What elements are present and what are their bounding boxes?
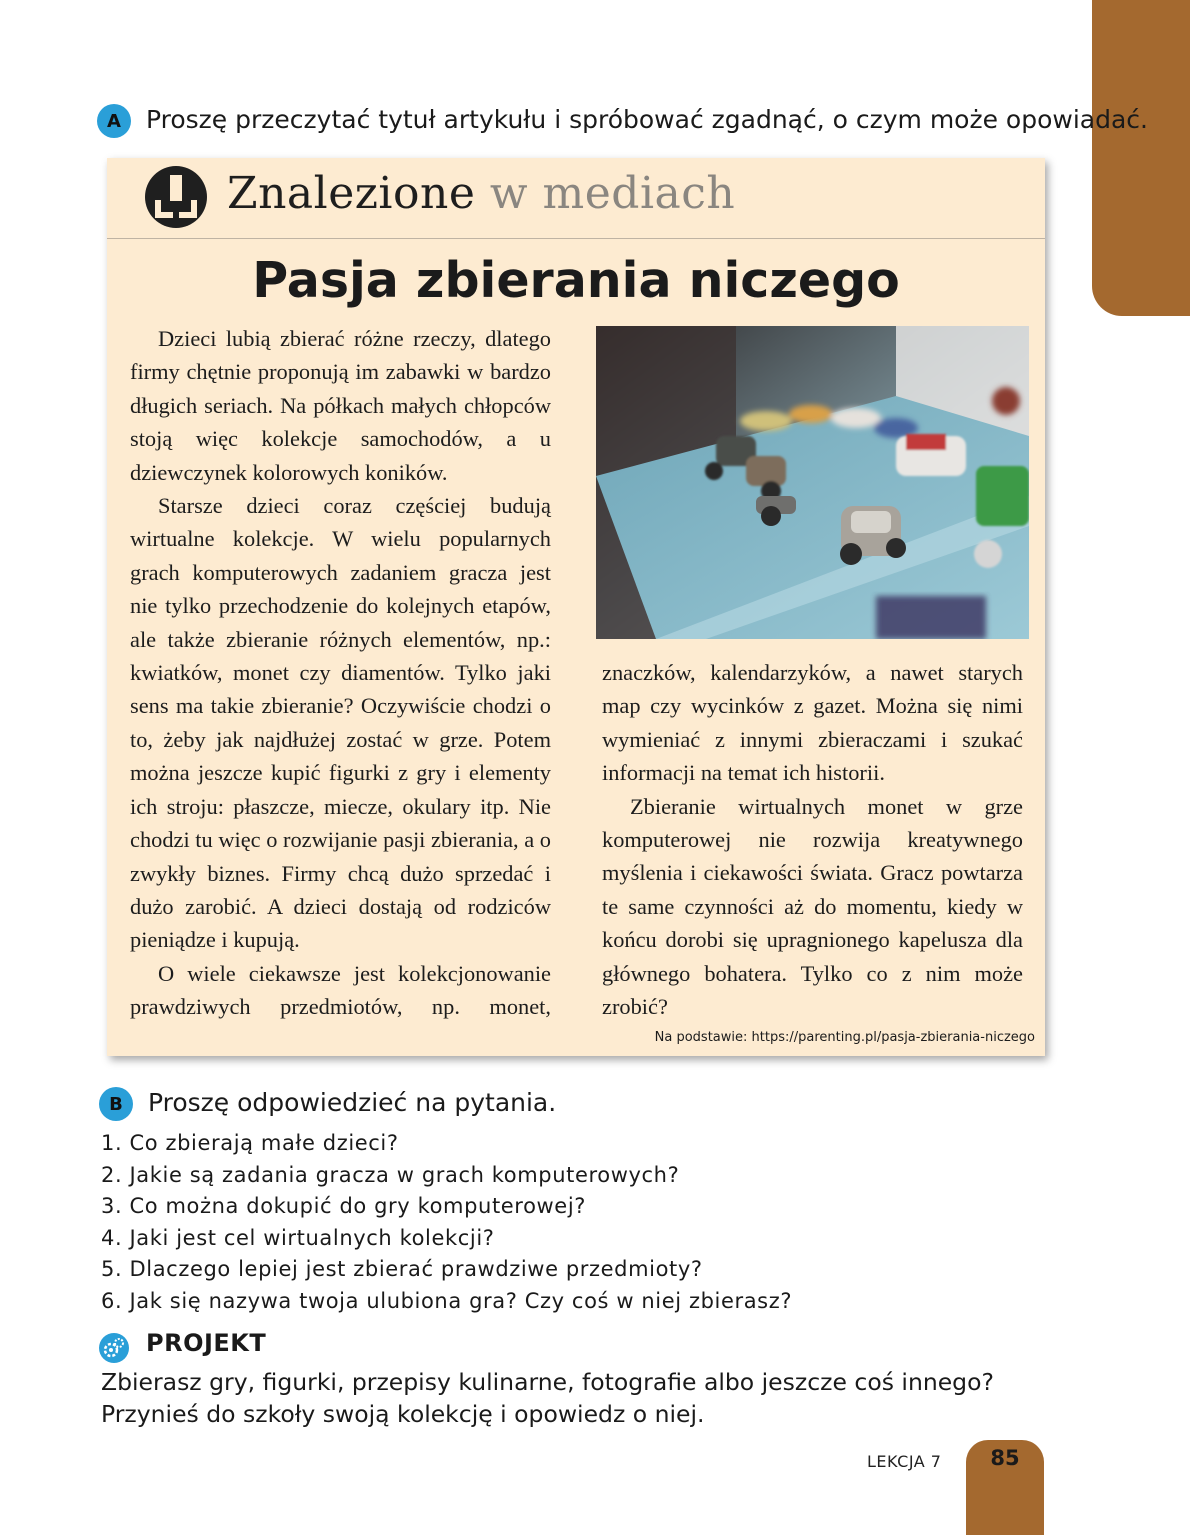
article-right-column xyxy=(602,656,1023,1023)
task-b-badge xyxy=(99,1087,133,1121)
article-paragraph: Zbieranie wirtualnych monet w grze komputerowej nie rozwija kreatywnego myślenia i ciekawości świata. Gracz powtarza te same czynności aż do momentu, kiedy w końcu dorobi się upragnionego kapelusza dla głównego bohatera. Tylko co z nim może zrobić? xyxy=(602,793,1023,1020)
article-source: Na podstawie: https://parenting.pl/pasja-zbierania-niczego xyxy=(654,1030,1035,1045)
toy-cars-photo xyxy=(596,326,1029,639)
section-brand-word2: w mediach xyxy=(489,168,736,219)
task-a-badge xyxy=(97,104,131,138)
question-item: 1. Co zbierają małe dzieci? xyxy=(101,1131,399,1155)
page-number: 85 xyxy=(990,1446,1020,1470)
question-item: 6. Jak się nazywa twoja ulubiona gra? Czy coś w niej zbierasz? xyxy=(101,1288,793,1313)
question-item: 3. Co można dokupić do gry komputerowej? xyxy=(101,1194,586,1219)
article-photo xyxy=(596,326,1029,639)
article-paragraph: Starsze dzieci coraz częściej budują wirtualne kolekcje. W wielu popularnych grach komputerowych zadaniem gracza jest nie tylko przechodzenie do kolejnych etapów, ale także zbieranie różnych elementów, np.: kwiatków, monet czy diamentów. Tylko jaki sens ma takie zbieranie? Oczywiście chodzi o to, żeby jak najdłużej zostać w grze. Potem można jeszcze kupić figurki z gry i elementy ich stroju: płaszcze, miecze, okulary itp. Nie chodzi tu więc o rozwijanie pasji zbierania, a o zwykły biznes. Firmy chcą dużo sprzedać i dużo zarobić. A dzieci dostają od rodziców pieniądze i kupują. xyxy=(130,493,551,953)
task-a-instruction: Proszę przeczytać tytuł artykułu i spróbować zgadnąć, o czym może opowiadać. xyxy=(146,105,1148,134)
task-a-letter: A xyxy=(107,110,121,132)
lesson-label: LEKCJA 7 xyxy=(867,1452,942,1471)
project-title: PROJEKT xyxy=(146,1329,267,1357)
article-card-header xyxy=(107,158,1045,239)
question-list xyxy=(101,1128,792,1318)
article-title: Pasja zbierania niczego xyxy=(252,252,900,309)
question-item: 4. Jaki jest cel wirtualnych kolekcji? xyxy=(101,1225,495,1250)
media-logo-icon xyxy=(145,166,207,228)
article-paragraph: znaczków, kalendarzyków, a nawet starych map czy wycinków z gazet. Można się nimi wymieniać z innymi zbieraczami i szukać informacji na temat ich historii. xyxy=(602,660,1023,786)
section-brand-word1: Znalezione xyxy=(227,168,476,219)
task-b-instruction: Proszę odpowiedzieć na pytania. xyxy=(148,1088,557,1117)
project-gears-icon xyxy=(99,1333,129,1363)
project-text: Zbierasz gry, figurki, przepisy kulinarne, fotografie albo jeszcze coś innego? Przynieś do szkoły swoją kolekcję i opowiedz o niej. xyxy=(101,1368,994,1428)
question-item: 2. Jakie są zadania gracza w grach komputerowych? xyxy=(101,1162,680,1187)
question-item: 5. Dlaczego lepiej jest zbierać prawdziwe przedmioty? xyxy=(101,1257,703,1282)
article-paragraph: O wiele ciekawsze jest kolekcjonowanie prawdziwych przedmiotów, np. monet, xyxy=(130,960,551,1020)
article-card xyxy=(107,158,1045,1056)
chapter-side-tab xyxy=(1092,0,1190,316)
task-b-letter: B xyxy=(109,1093,123,1115)
section-brand xyxy=(227,168,735,219)
page-number-tab xyxy=(966,1440,1044,1535)
article-paragraph: Dzieci lubią zbierać różne rzeczy, dlatego firmy chętnie proponują im zabawki w bardzo długich seriach. Na półkach małych chłopców stoją więc kolekcje samochodów, a u dziewczynek kolorowych koników. xyxy=(130,326,551,485)
article-left-column xyxy=(130,322,551,1024)
